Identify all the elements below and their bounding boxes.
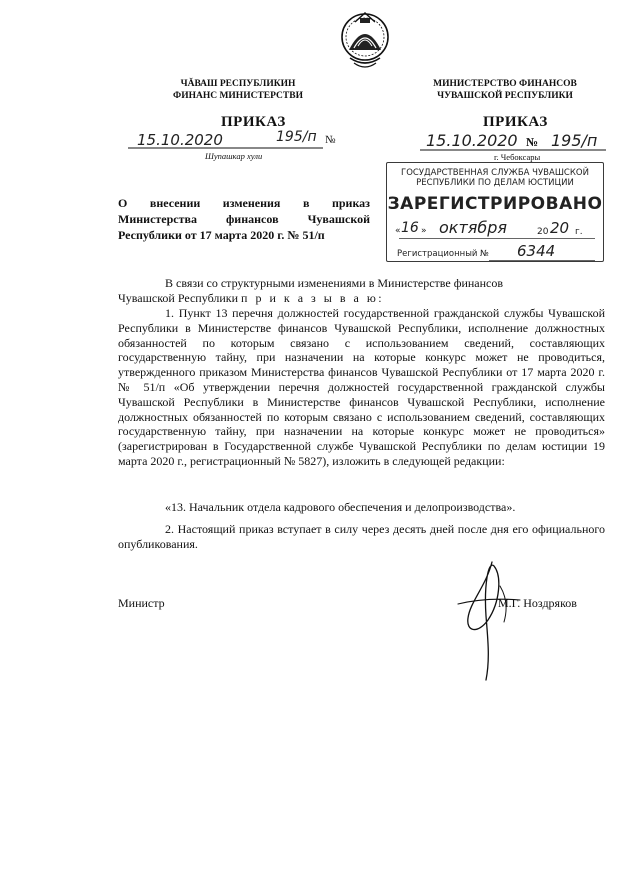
number-sign-left: № — [325, 134, 336, 146]
intro-line-2-text: Чувашской Республики — [118, 291, 239, 305]
stamp-quote-open: « — [395, 226, 401, 236]
stamp-month: октября — [439, 218, 508, 237]
point-1: 1. Пункт 13 перечня должностей государственной гражданской службы Чувашской Республики в Министерстве финансов Чувашской Республики, исполнение должностных обязанностей по которым связано с использованием сведений, составляющих государственную тайну, при назначении на которые конкурс может не проводиться, утвержденного приказом Министерства финансов Чувашской Республики от 17 марта 2020 г. № 51/п «Об утверждении перечня должностей государственной гражданской службы Чувашской Республики в Министерстве финансов Чувашской Республики, исполнение должностных обязанностей по которым связано с использованием сведений, составляющих государственную тайну, при назначении на которые конкурс может не проводиться» (зарегистрирован в Государственной службе Чувашской Республики по делам юстиции 19 марта 2020 г., регистрационный № 5827), изложить в следующей редакции: — [118, 306, 605, 468]
date-left: 15.10.2020 — [137, 131, 223, 149]
stamp-year-suffix: 20 — [550, 219, 570, 237]
quoted-point-13: «13. Начальник отдела кадрового обеспечения и делопроизводства». — [165, 500, 516, 514]
left-org-line-2: ФИНАНС МИНИСТЕРСТВИ — [173, 91, 303, 101]
order-directive: п р и к а з ы в а ю: — [241, 291, 385, 305]
registration-stamp — [386, 162, 604, 262]
stamp-reg-label: Регистрационный № — [397, 249, 489, 259]
date-right: 15.10.2020 — [426, 131, 518, 150]
date-line-left — [128, 146, 323, 150]
stamp-quote-close: » — [421, 226, 427, 236]
signatory-name: М.Г. Ноздряков — [498, 596, 577, 610]
number-sign-right: № — [526, 135, 539, 149]
city-left: Шупашкар хули — [205, 151, 263, 161]
stamp-line-1: ГОСУДАРСТВЕННАЯ СЛУЖБА ЧУВАШСКОЙ — [401, 168, 589, 178]
order-title-left: ПРИКАЗ — [221, 114, 286, 130]
stamp-day: 16 — [401, 220, 419, 236]
intro-line-1: В связи со структурными изменениями в Министерстве финансов — [165, 276, 504, 290]
stamp-year-prefix: 20 — [537, 227, 549, 237]
stamp-reg-underline — [489, 259, 595, 262]
stamp-year-g: г. — [575, 227, 583, 237]
order-title-right: ПРИКАЗ — [483, 114, 548, 130]
signatory-position: Министр — [118, 596, 165, 610]
coat-of-arms-emblem — [340, 10, 390, 72]
stamp-line-2: РЕСПУБЛИКИ ПО ДЕЛАМ ЮСТИЦИИ — [416, 178, 574, 188]
left-org-line-1: ЧĂВАШ РЕСПУБЛИКИН — [180, 79, 296, 89]
stamp-reg-number: 6344 — [517, 242, 556, 260]
city-right: г. Чебоксары — [494, 152, 541, 162]
handwritten-signature — [448, 556, 538, 686]
order-subject: О внесении изменения в приказ Министерства финансов Чувашской Республики от 17 марта 2020 г. № 51/п — [118, 196, 370, 242]
intro-line-2 — [118, 291, 605, 306]
right-org-line-2: ЧУВАШСКОЙ РЕСПУБЛИКИ — [437, 91, 573, 101]
stamp-date-underline — [399, 237, 595, 240]
stamp-registered: ЗАРЕГИСТРИРОВАНО — [387, 194, 603, 214]
left-organization-name — [148, 78, 328, 102]
number-right: 195/п — [551, 131, 598, 150]
right-organization-name — [420, 78, 590, 102]
right-org-line-1: МИНИСТЕРСТВО ФИНАНСОВ — [433, 79, 577, 89]
number-left: 195/п — [276, 129, 317, 145]
point-2: 2. Настоящий приказ вступает в силу через десять дней после дня его официального опубликования. — [118, 522, 605, 551]
